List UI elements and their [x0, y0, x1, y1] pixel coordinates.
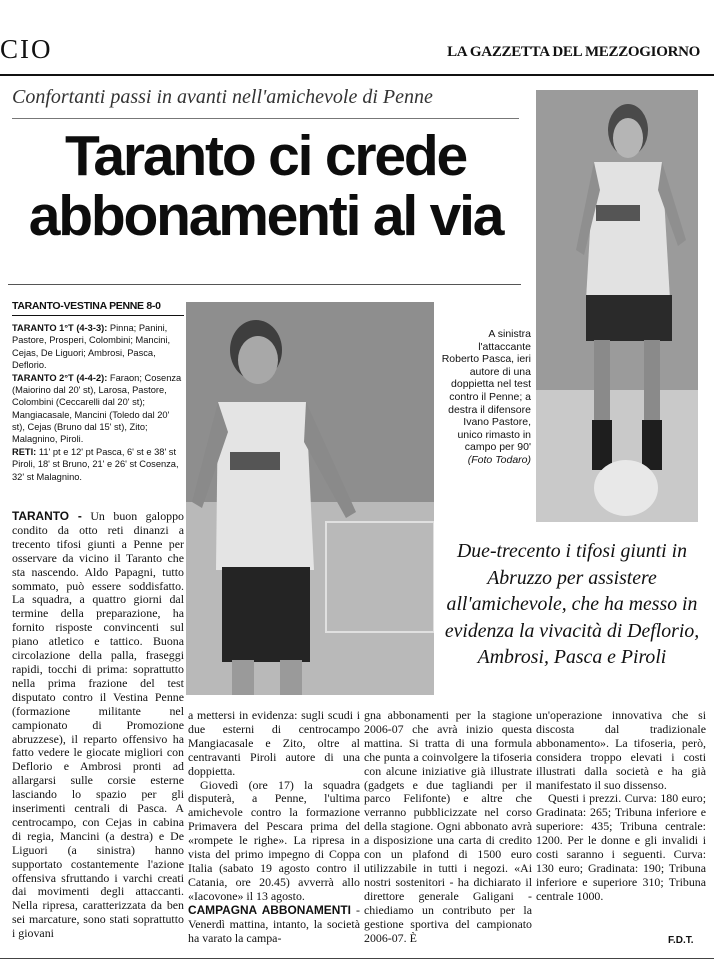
section-label: CIO — [0, 34, 53, 64]
headline-line-1: Taranto ci crede — [65, 124, 466, 188]
article-kicker: Confortanti passi in avanti nell'amichevole di Penne — [12, 86, 433, 108]
body-col2-p2: Giovedì (ore 17) la squadra disputerà, a Penne, l'ultima amichevole contro la formazione Primavera del Pescara prima del «rompete le righe». La ripresa in vista del primo impegno di Coppa Italia (sabato 19 agosto contro il Catania, ore 20.45) avverrà allo «Iacovone» il 13 agosto. — [188, 777, 360, 903]
player-right-illustration — [536, 90, 698, 522]
match-score-title: TARANTO-VESTINA PENNE 8-0 — [12, 300, 184, 316]
body-column-2 — [188, 709, 360, 945]
lineup-second-half — [12, 372, 184, 445]
headline-line-2: abbonamenti al via — [28, 184, 503, 248]
lineup-first-half — [12, 322, 184, 371]
article-headline — [8, 126, 523, 246]
photo-ivano-pastore — [536, 90, 698, 522]
goals-label: RETI: — [12, 447, 37, 458]
dateline: TARANTO - — [12, 509, 82, 523]
headline-rule — [8, 284, 521, 285]
body-col3-text: gna abbonamenti per la stagione 2006-07 che avrà inizio questa mattina. Si tratta di una formula che punta a coinvolgere la tifoseria con alcune iniziative già illustrate (gadgets e due tagliandi per il parco Felifonte) e altre che verranno pubblicizzate nel corso della stagione. Ogni abbonato avrà a disposizione una carta di credito con un plafond di 1500 euro utilizzabile in tutti i negozi. «Ai nostri sostenitori - ha dichiarato il direttore generale Galigani - chiediamo un contributo per la gestione sportiva del campionato 2006-07. È — [364, 708, 532, 945]
pull-quote: Due-trecento i tifosi giunti in Abruzzo per assistere all'amichevole, che ha messo in evidenza la vivacità di Deflorio, Ambrosi, Pasca e Piroli — [444, 540, 700, 668]
body-col2-p1: a mettersi in evidenza: sugli scudi i due esterni di centrocampo Mangiacasale e Zito, oltre al centravanti Piroli autore di una doppietta. — [188, 708, 360, 778]
lineup-first-half-label: TARANTO 1°T (4-3-3): — [12, 323, 108, 334]
goals-text: 11' pt e 12' pt Pasca, 6' st e 38' st Piroli, 18' st Bruno, 21' e 26' st Cosenza, 32' st Malagnino. — [12, 447, 179, 482]
lineup-second-half-text: Faraon; Cosenza (Maiorino dal 20' st), Larosa, Pastore, Colombini (Ceccarelli dal 20' st); Mangiacasale, Mancini (Toledo dal 20' st), Cejas (Bruno dal 15' st), Zito; Malagnino, Piroli. — [12, 373, 182, 445]
footer-rule — [0, 958, 714, 959]
kicker-rule — [12, 118, 519, 119]
body-column-3 — [364, 709, 532, 945]
body-col4-p2: Questi i prezzi. Curva: 180 euro; Gradinata: 265; Tribuna inferiore e superiore: 435; Tribuna centrale: 1200. Per le donne e gli invalidi i costi saranno i seguenti. Curva: 130 euro; Gradinata: 190; Tribuna inferiore e superiore 310; Tribuna centrale 1000. — [536, 791, 706, 903]
caption-text: A sinistra l'attaccante Roberto Pasca, ieri autore di una doppietta nel test contro il Penne; a destra il difensore Ivano Pastore, unico rimasto in campo per 90' — [441, 328, 531, 454]
player-left-illustration — [186, 302, 434, 695]
newspaper-masthead: LA GAZZETTA DEL MEZZOGIORNO — [447, 44, 700, 60]
author-initials: F.D.T. — [668, 935, 694, 946]
body-col4-p1: un'operazione innovativa che si discosta dal tradizionale abbonamento». La tifoseria, però, considera troppo elevati i costi illustrati dalla società e ha già manifestato il suo dissenso. — [536, 708, 706, 792]
header-rule — [0, 74, 714, 76]
photo-credit: (Foto Todaro) — [467, 453, 531, 466]
subhead-campagna-abbonamenti: CAMPAGNA ABBONAMENTI — [188, 902, 351, 917]
photo-caption — [440, 328, 531, 467]
goals-line — [12, 446, 184, 483]
lineup-first-half-text: Pinna; Panini, Pastore, Prosperi, Colombini; Mancini, Cejas, De Liguori; Ambrosi, Pasca, Deflorio. — [12, 323, 171, 370]
body-col1-text: Un buon galoppo condito da otto reti dinanzi a trecento tifosi giunti a Penne per osservare da vicino il Taranto che sta nascendo. Aldo Papagni, tutto sommato, può essere soddisfatto. La squadra, a quattro giorni dal termine della preparazione, ha fornito risposte convincenti sul piano atletico e tattico. Buona circolazione della palla, fraseggi rapidi, tocchi di prima: soprattutto nella prima frazione del test disputato contro il Vestina Penne (formazione militante nel campionato di Promozione abruzzese), il reparto offensivo ha fatto vedere le giocate migliori con Deflorio e Ambrosi pronti ad allargarsi sulle corsie esterne lasciando lo spazio per gli inserimenti centrali di Pasca. A centrocampo, con Cejas in cabina di regia, Mancini (a destra) e De Liguori (a sinistra) hanno supportato costantemente l'azione offensiva sfruttando i varchi creati dai movimenti degli attaccanti. Nella ripresa, caratterizzata da ben sei marcature, sono stati soprattutto i giovani — [12, 509, 184, 941]
body-col2-p3: - Venerdì mattina, intanto, la società ha varato la campa- — [188, 902, 361, 945]
match-lineup-box — [12, 300, 184, 484]
lineup-second-half-label: TARANTO 2°T (4-4-2): — [12, 373, 108, 384]
body-column-1 — [12, 510, 184, 941]
photo-roberto-pasca — [186, 302, 434, 695]
body-column-4 — [536, 709, 706, 904]
